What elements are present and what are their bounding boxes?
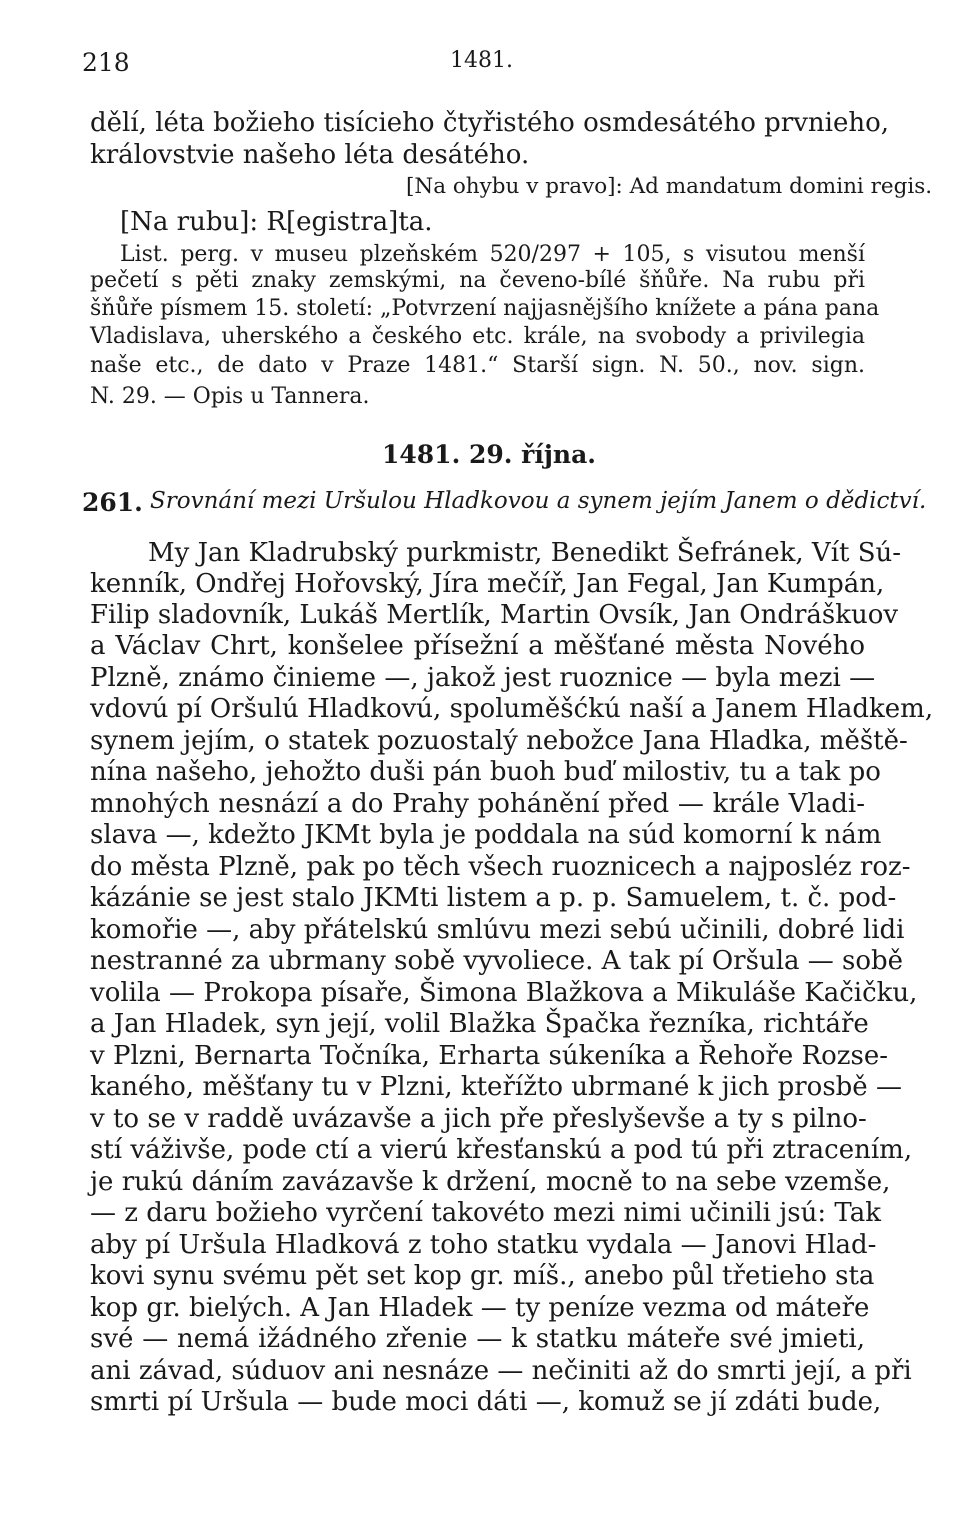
body-line: smrti pí Uršula — bude moci dáti —, komuž se jí zdáti bude, [90, 1387, 882, 1417]
body-line: v to se v raddě uvázavše a jich pře přeslyševše a ty s pilno- [90, 1104, 867, 1134]
body-line: kop gr. bielých. A Jan Hladek — ty peníze vezma od máteře [90, 1293, 870, 1323]
body-line: ani závad, súduov ani nesnáze — nečiniti až do smrti její, a při [90, 1356, 912, 1386]
body-line: vdovú pí Oršulú Hladkovú, spoluměšćkú naší a Janem Hladkem, [90, 694, 934, 724]
body-line: volila — Prokopa písaře, Šimona Blažkova a Mikuláše Kačičku, [90, 978, 918, 1008]
body-line: a Jan Hladek, syn její, volil Blažka Špačka řezníka, richtáře [90, 1009, 869, 1039]
body-line: synem jejím, o statek pozuostalý nebožce Jana Hladka, měště- [90, 726, 908, 756]
endorsement-line: [Na rubu]: R[egistra]ta. [120, 207, 433, 237]
body-line: nestranné za ubrmany sobě vyvoliece. A tak pí Oršula — sobě [90, 946, 904, 976]
body-line: v Plzni, Bernarta Točníka, Erharta súkeníka a Řehoře Rozse- [90, 1041, 889, 1071]
archival-note-line: pečetí s pěti znaky zemskými, na čeveno-bílé šňůře. Na rubu při [90, 268, 865, 293]
body-line: kenník, Ondřej Hořovský, Jíra mečíř, Jan Fegal, Jan Kumpán, [90, 569, 885, 599]
body-line: stí váživše, pode ctí a vierú křesťanskú a pod tú při ztracením, [90, 1135, 913, 1165]
body-line: do města Plzně, pak po těch všech ruoznicech a najposléz roz- [90, 852, 911, 882]
document-number: 261. [82, 488, 143, 517]
body-line: a Václav Chrt, konšelee přísežní a měšťané města Nového [90, 631, 865, 661]
archival-note-line: List. perg. v museu plzeňském 520/297 + 105, s visutou menší [120, 242, 865, 267]
body-line: Filip sladovník, Lukáš Mertlík, Martin Ovsík, Jan Ondráškuov [90, 600, 899, 630]
body-line: své — nemá ižádného zřenie — k statku máteře své jmieti, [90, 1324, 865, 1354]
body-line: kaného, měšťany tu v Plzni, kteřížto ubrmané k jich prosbě — [90, 1072, 902, 1102]
body-line: Plzně, známo činieme —, jakož jest ruoznice — byla mezi — [90, 663, 876, 693]
archival-note-line: Vladislava, uherského a českého etc. krále, na svobody a privilegia [90, 324, 865, 349]
body-line: kovi synu svému pět set kop gr. míš., anebo půl třetieho sta [90, 1261, 875, 1291]
archival-note-line: naše etc., de dato v Praze 1481.“ Starší sign. N. 50., nov. sign. [90, 353, 865, 378]
body-line: komořie —, aby přátelskú smlúvu mezi sebú učinili, dobré lidi [90, 915, 905, 945]
body-line: My Jan Kladrubský purkmistr, Benedikt Šefránek, Vít Sú- [148, 538, 902, 568]
body-line: je rukú dáním zavázavše k držení, mocně to na sebe vzemše, [90, 1167, 891, 1197]
body-line: kázánie se jest stalo JKMti listem a p. p. Samuelem, t. č. pod- [90, 883, 897, 913]
body-line: — z daru božieho vyrčení takovéto mezi nimi učinili jsú: Tak [90, 1198, 881, 1228]
body-line: slava —, kdežto JKMt byla je poddala na súd komorní k nám [90, 820, 882, 850]
archival-note-line: N. 29. — Opis u Tannera. [90, 384, 370, 409]
page-number: 218 [82, 48, 130, 77]
running-head: 1481. [450, 48, 513, 73]
intro-line: královstvie našeho léta desátého. [90, 140, 530, 170]
body-line: aby pí Uršula Hladková z toho statku vydala — Janovi Hlad- [90, 1230, 877, 1260]
body-line: nína našeho, jehožto duši pán buoh buď milostiv, tu a tak po [90, 757, 881, 787]
body-line: mnohých nesnází a do Prahy pohánění před — krále Vladi- [90, 789, 865, 819]
archival-note-line: šňůře písmem 15. století: „Potvrzení najjasnějšího knížete a pána pana [90, 296, 880, 321]
document-date: 1481. 29. října. [382, 440, 596, 469]
document-title: Srovnání mezi Uršulou Hladkovou a synem jejím Janem o dědictví. [150, 488, 927, 514]
intro-line: dělí, léta božieho tisícieho čtyřistého osmdesátého prvnieho, [90, 108, 889, 138]
endorsement-line: [Na ohybu v pravo]: Ad mandatum domini regis. [406, 174, 933, 199]
